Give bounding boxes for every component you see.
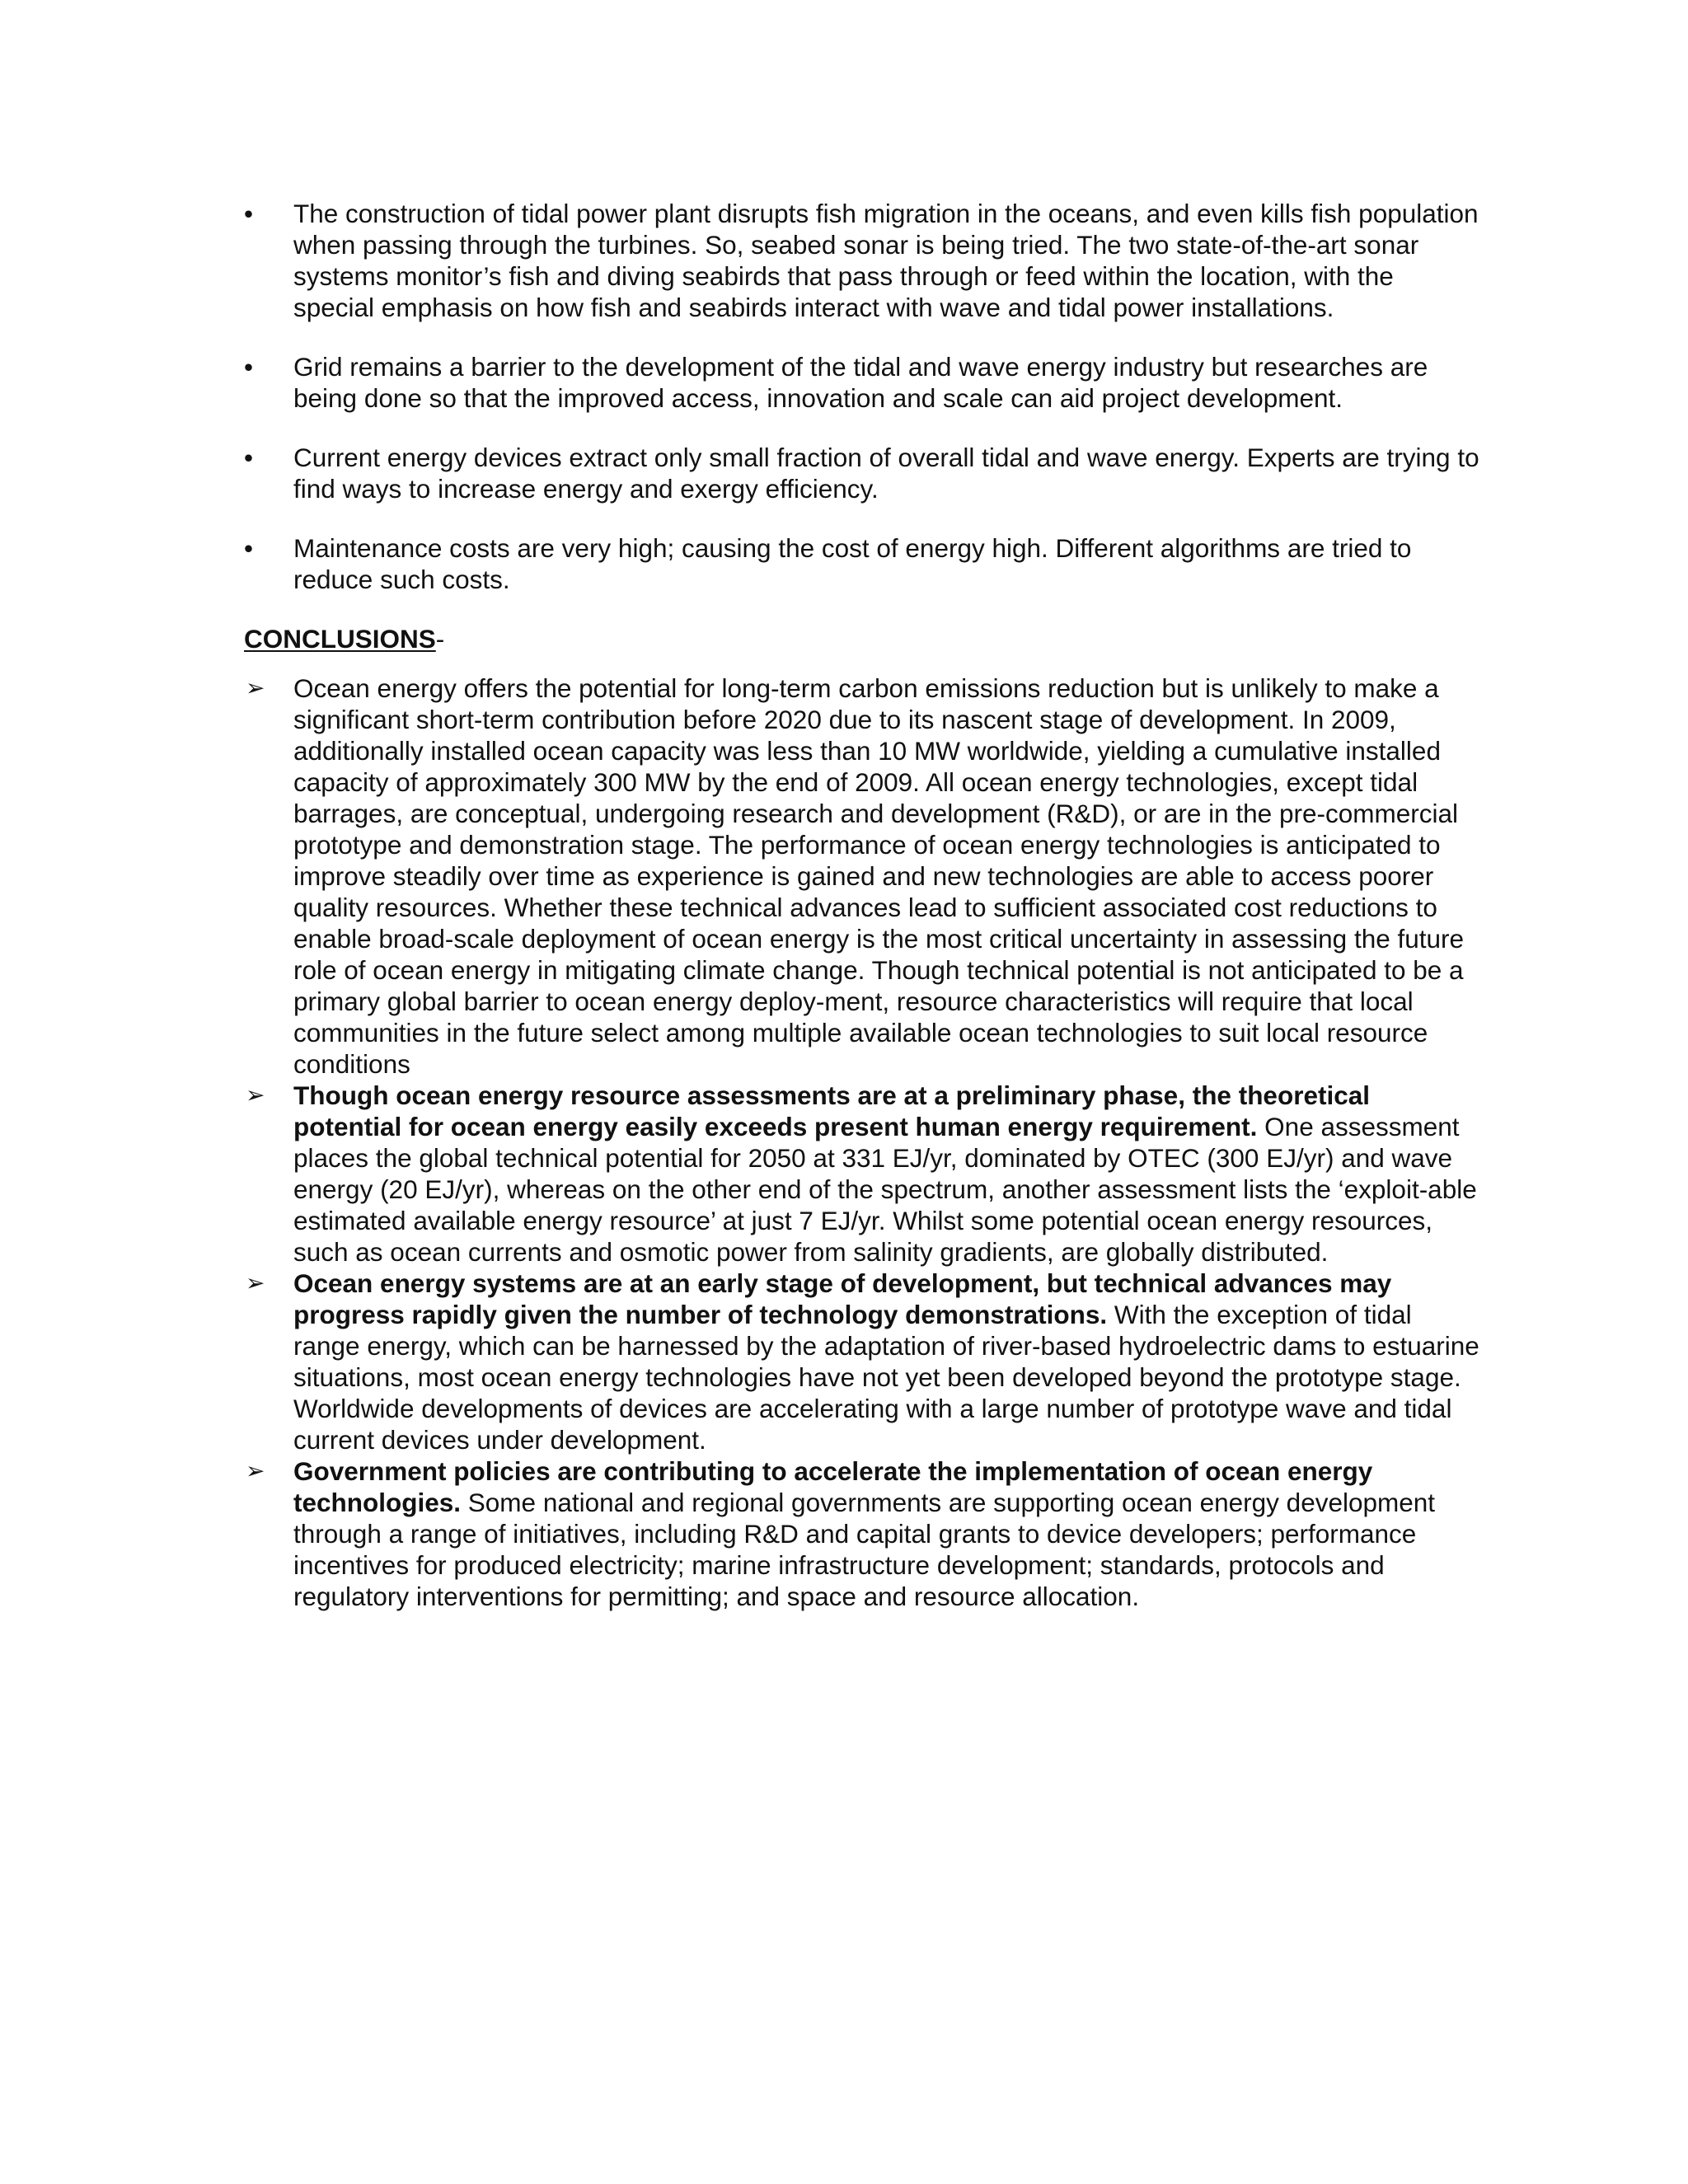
arrow-bullet-icon: ➢ xyxy=(246,675,265,701)
conclusion-item xyxy=(244,1080,1480,1268)
conclusion-bold-lead: Government policies are contributing to accelerate the implementation of ocean energy technologies. xyxy=(293,1456,1373,1517)
arrow-bullet-icon: ➢ xyxy=(246,1458,265,1483)
conclusions-heading-suffix: - xyxy=(435,624,445,654)
bullet-item xyxy=(244,198,1480,323)
bullet-icon: • xyxy=(244,352,254,382)
arrow-bullet-icon: ➢ xyxy=(246,1082,265,1108)
bullet-text: Maintenance costs are very high; causing the cost of energy high. Different algorithms are tried to reduce such costs. xyxy=(293,533,1412,594)
bullet-icon: • xyxy=(244,533,254,563)
conclusion-text: With the exception of tidal range energy, which can be harnessed by the adaptation of river-based hydroelectric dams to estuarine situations, most ocean energy technologies have not yet been developed beyond the prototype stage. Worldwide developments of devices are accelerating with a large number of prototype wave and tidal current devices under development. xyxy=(293,1300,1479,1455)
bullet-text: Grid remains a barrier to the development of the tidal and wave energy industry but researches are being done so that the improved access, innovation and scale can aid project development. xyxy=(293,352,1428,413)
page-content xyxy=(244,198,1480,1612)
challenges-bullet-list xyxy=(244,198,1480,595)
bullet-icon: • xyxy=(244,199,254,228)
conclusion-item xyxy=(244,1455,1480,1612)
conclusion-text: Some national and regional governments are supporting ocean energy development through a range of initiatives, including R&D and capital grants to device developers; performance incentives for produced electricity; marine infrastructure development; standards, protocols and regulatory interventions for permitting; and space and resource allocation. xyxy=(293,1488,1436,1611)
conclusion-text: Ocean energy offers the potential for long-term carbon emissions reduction but is unlikely to make a significant short-term contribution before 2020 due to its nascent stage of development. In 2009, additionally installed ocean capacity was less than 10 MW worldwide, yielding a cumulative installed capacity of approximately 300 MW by the end of 2009. All ocean energy technologies, except tidal barrages, are conceptual, undergoing research and development (R&D), or are in the pre-commercial prototype and demonstration stage. The performance of ocean energy technologies is anticipated to improve steadily over time as experience is gained and new technologies are able to access poorer quality resources. Whether these technical advances lead to sufficient associated cost reductions to enable broad-scale deployment of ocean energy is the most critical uncertainty in assessing the future role of ocean energy in mitigating climate change. Though technical potential is not anticipated to be a primary global barrier to ocean energy deploy-ment, resource characteristics will require that local communities in the future select among multiple available ocean technologies to suit local resource conditions xyxy=(293,673,1465,1079)
conclusion-bold-lead: Ocean energy systems are at an early stage of development, but technical advances may progress rapidly given the number of technology demonstrations. xyxy=(293,1268,1392,1329)
arrow-bullet-icon: ➢ xyxy=(246,1270,265,1296)
bullet-item xyxy=(244,351,1480,414)
bullet-item xyxy=(244,442,1480,504)
conclusion-item xyxy=(244,673,1480,1080)
bullet-text: The construction of tidal power plant disrupts fish migration in the oceans, and even kills fish population when passing through the turbines. So, seabed sonar is being tried. The two state-of-the-art sonar systems monitor’s fish and diving seabirds that pass through or feed within the location, with the special emphasis on how fish and seabirds interact with wave and tidal power installations. xyxy=(293,199,1479,322)
bullet-icon: • xyxy=(244,443,254,472)
conclusions-list xyxy=(244,673,1480,1612)
bullet-text: Current energy devices extract only small fraction of overall tidal and wave energy. Experts are trying to find ways to increase energy and exergy efficiency. xyxy=(293,443,1479,504)
conclusion-bold-lead: Though ocean energy resource assessments are at a preliminary phase, the theoretical potential for ocean energy easily exceeds present human energy requirement. xyxy=(293,1080,1371,1141)
conclusions-heading-text: CONCLUSIONS xyxy=(244,624,436,654)
bullet-item xyxy=(244,532,1480,595)
conclusion-text: One assessment places the global technical potential for 2050 at 331 EJ/yr, dominated by OTEC (300 EJ/yr) and wave energy (20 EJ/yr), whereas on the other end of the spectrum, another assessment lists the ‘exploit-able estimated available energy resource’ at just 7 EJ/yr. Whilst some potential ocean energy resources, such as ocean currents and osmotic power from salinity gradients, are globally distributed. xyxy=(293,1112,1477,1267)
conclusions-heading xyxy=(244,623,1480,654)
conclusion-item xyxy=(244,1268,1480,1455)
